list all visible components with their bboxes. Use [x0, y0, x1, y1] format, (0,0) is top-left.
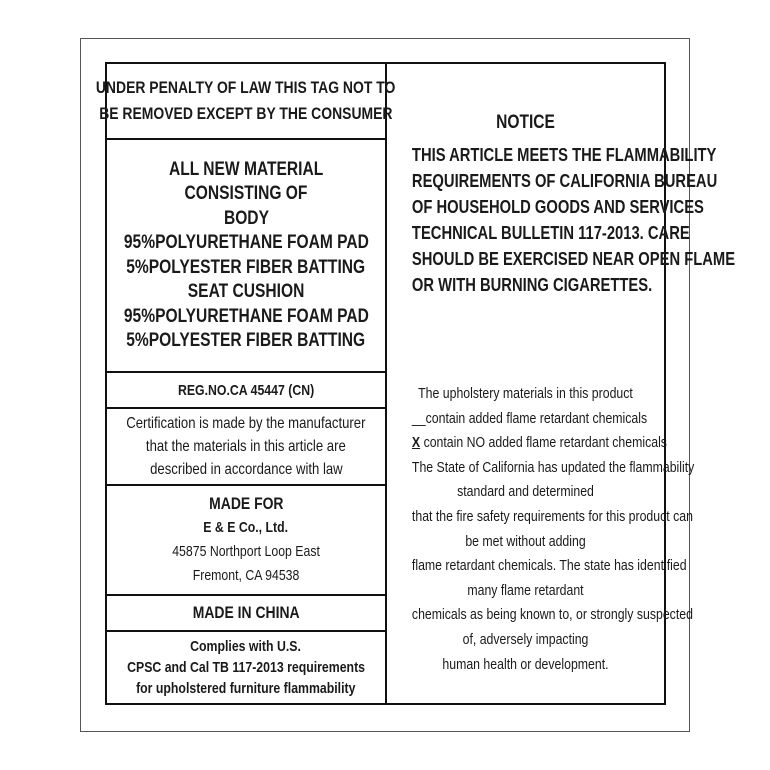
penalty-line-1: UNDER PENALTY OF LAW THIS TAG NOT TO	[96, 78, 396, 97]
certification-line: Certification is made by the manufacturer	[126, 415, 366, 432]
disclosure-line: be met without adding	[465, 532, 586, 550]
disclosure-line: flame retardant chemicals. The state has identified	[411, 557, 687, 575]
law-label-tag	[96, 62, 736, 705]
compliance-section	[107, 632, 385, 703]
disclosure-line: The State of California has updated the flammability	[411, 458, 695, 476]
materials-line: 5%POLYESTER FIBER BATTING	[126, 256, 366, 278]
made-for-section	[107, 486, 385, 596]
notice-heading: NOTICE	[496, 112, 555, 133]
notice-line: THIS ARTICLE MEETS THE FLAMMABILITY	[411, 145, 717, 165]
materials-line: CONSISTING OF	[184, 183, 308, 204]
disclosure-line: chemicals as being known to, or strongly suspected	[411, 606, 693, 624]
penalty-line-2: BE REMOVED EXCEPT BY THE CONSUMER	[99, 104, 393, 123]
country-of-origin: MADE IN CHINA	[192, 603, 300, 622]
disclosure-line: human health or development.	[442, 655, 609, 673]
compliance-line-1: Complies with U.S.	[190, 638, 302, 655]
registration-section	[107, 373, 385, 409]
origin-section	[107, 596, 385, 632]
materials-line: 5%POLYESTER FIBER BATTING	[126, 330, 366, 351]
penalty-notice	[96, 64, 396, 140]
made-for-company: E & E Co., Ltd.	[203, 519, 289, 536]
made-for-address-2: Fremont, CA 94538	[192, 567, 300, 584]
option-x-mark: X	[411, 434, 421, 452]
materials-line: SEAT CUSHION	[187, 281, 305, 302]
disclosure-line: many flame retardant	[467, 581, 584, 599]
notice-line: TECHNICAL BULLETIN 117-2013. CARE	[411, 223, 690, 243]
notice-line: OR WITH BURNING CIGARETTES.	[411, 275, 653, 295]
left-column	[96, 64, 396, 703]
compliance-line-2: CPSC and Cal TB 117-2013 requirements	[127, 659, 365, 676]
certification-section	[107, 409, 385, 486]
made-for-heading: MADE FOR	[208, 494, 284, 513]
right-column	[387, 64, 736, 703]
notice-line: REQUIREMENTS OF CALIFORNIA BUREAU	[411, 171, 718, 191]
disclosure-line: standard and determined	[457, 483, 594, 501]
notice-line: OF HOUSEHOLD GOODS AND SERVICES	[411, 197, 704, 217]
materials-section	[107, 140, 385, 373]
materials-line: BODY	[223, 207, 269, 229]
materials-line: 95%POLYURETHANE FOAM PAD	[123, 305, 369, 327]
made-for-address-1: 45875 Northport Loop East	[172, 543, 320, 560]
disclosure-line: of, adversely impacting	[462, 630, 589, 648]
option-contains-chemicals	[411, 407, 648, 432]
registration-number: REG.NO.CA 45447 (CN)	[177, 381, 315, 399]
certification-line: described in accordance with law	[149, 461, 343, 478]
disclosure-line: that the fire safety requirements for this product can	[411, 507, 693, 525]
option-contains-text: contain added flame retardant chemicals	[425, 409, 648, 427]
flame-retardant-disclosure	[387, 382, 695, 677]
flammability-notice	[387, 108, 736, 298]
option-blank-mark: __	[411, 409, 426, 427]
option-no-text: contain NO added flame retardant chemicals	[423, 434, 667, 452]
materials-line: ALL NEW MATERIAL	[168, 158, 324, 180]
notice-line: SHOULD BE EXERCISED NEAR OPEN FLAME	[411, 249, 736, 269]
compliance-line-3: for upholstered furniture flammability	[136, 680, 356, 697]
materials-line: 95%POLYURETHANE FOAM PAD	[123, 232, 369, 253]
option-no-chemicals	[411, 431, 667, 456]
certification-line: that the materials in this article are	[146, 438, 346, 455]
disclosure-intro: The upholstery materials in this product	[418, 385, 633, 402]
